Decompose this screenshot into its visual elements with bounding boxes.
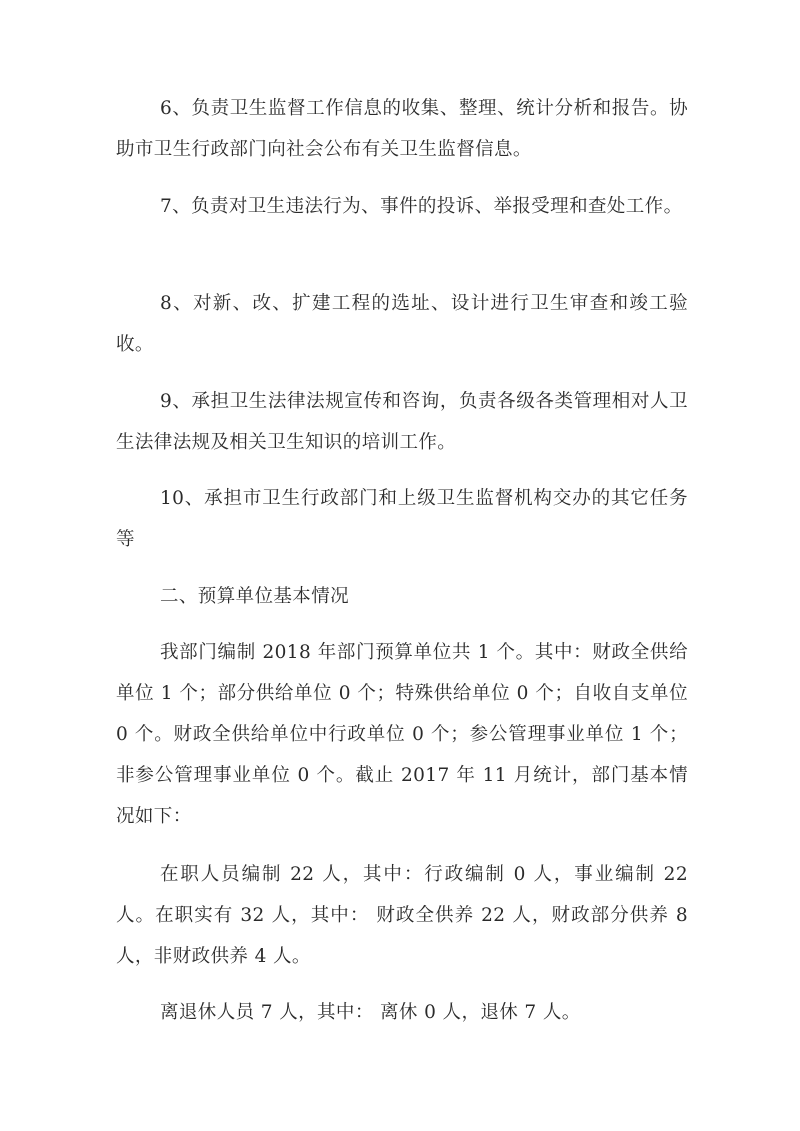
paragraph-retirees: 离退休人员 7 人，其中： 离休 0 人，退休 7 人。 bbox=[160, 1002, 581, 1023]
paragraph-item-10: 10、承担市卫生行政部门和上级卫生监督机构交办的其它任务等 bbox=[116, 488, 688, 550]
paragraph-staff: 在职人员编制 22 人，其中：行政编制 0 人，事业编制 22 人。在职实有 32 人，其中： 财政全供养 22 人，财政部分供养 8 人，非财政供养 4 人。 bbox=[116, 864, 688, 967]
paragraph-item-6: 6、负责卫生监督工作信息的收集、整理、统计分析和报告。协助市卫生行政部门向社会公布有关卫生监督信息。 bbox=[116, 98, 688, 160]
paragraph-item-7: 7、负责对卫生违法行为、事件的投诉、举报受理和查处工作。 bbox=[160, 196, 683, 217]
paragraph-item-8: 8、对新、改、扩建工程的选址、设计进行卫生审查和竣工验收。 bbox=[116, 293, 688, 355]
paragraph-budget-units: 我部门编制 2018 年部门预算单位共 1 个。其中：财政全供给单位 1 个；部分供给单位 0 个；特殊供给单位 0 个；自收自支单位 0 个。财政全供给单位中行政单位 0 个；参公管理事业单位 1 个；非参公管理事业单位 0 个。截止 2017 年 11 月统计，部门基本情况如下： bbox=[116, 642, 688, 827]
section-heading: 二、预算单位基本情况 bbox=[160, 586, 350, 607]
paragraph-item-9: 9、承担卫生法律法规宣传和咨询，负责各级各类管理相对人卫生法律法规及相关卫生知识的培训工作。 bbox=[116, 391, 688, 453]
